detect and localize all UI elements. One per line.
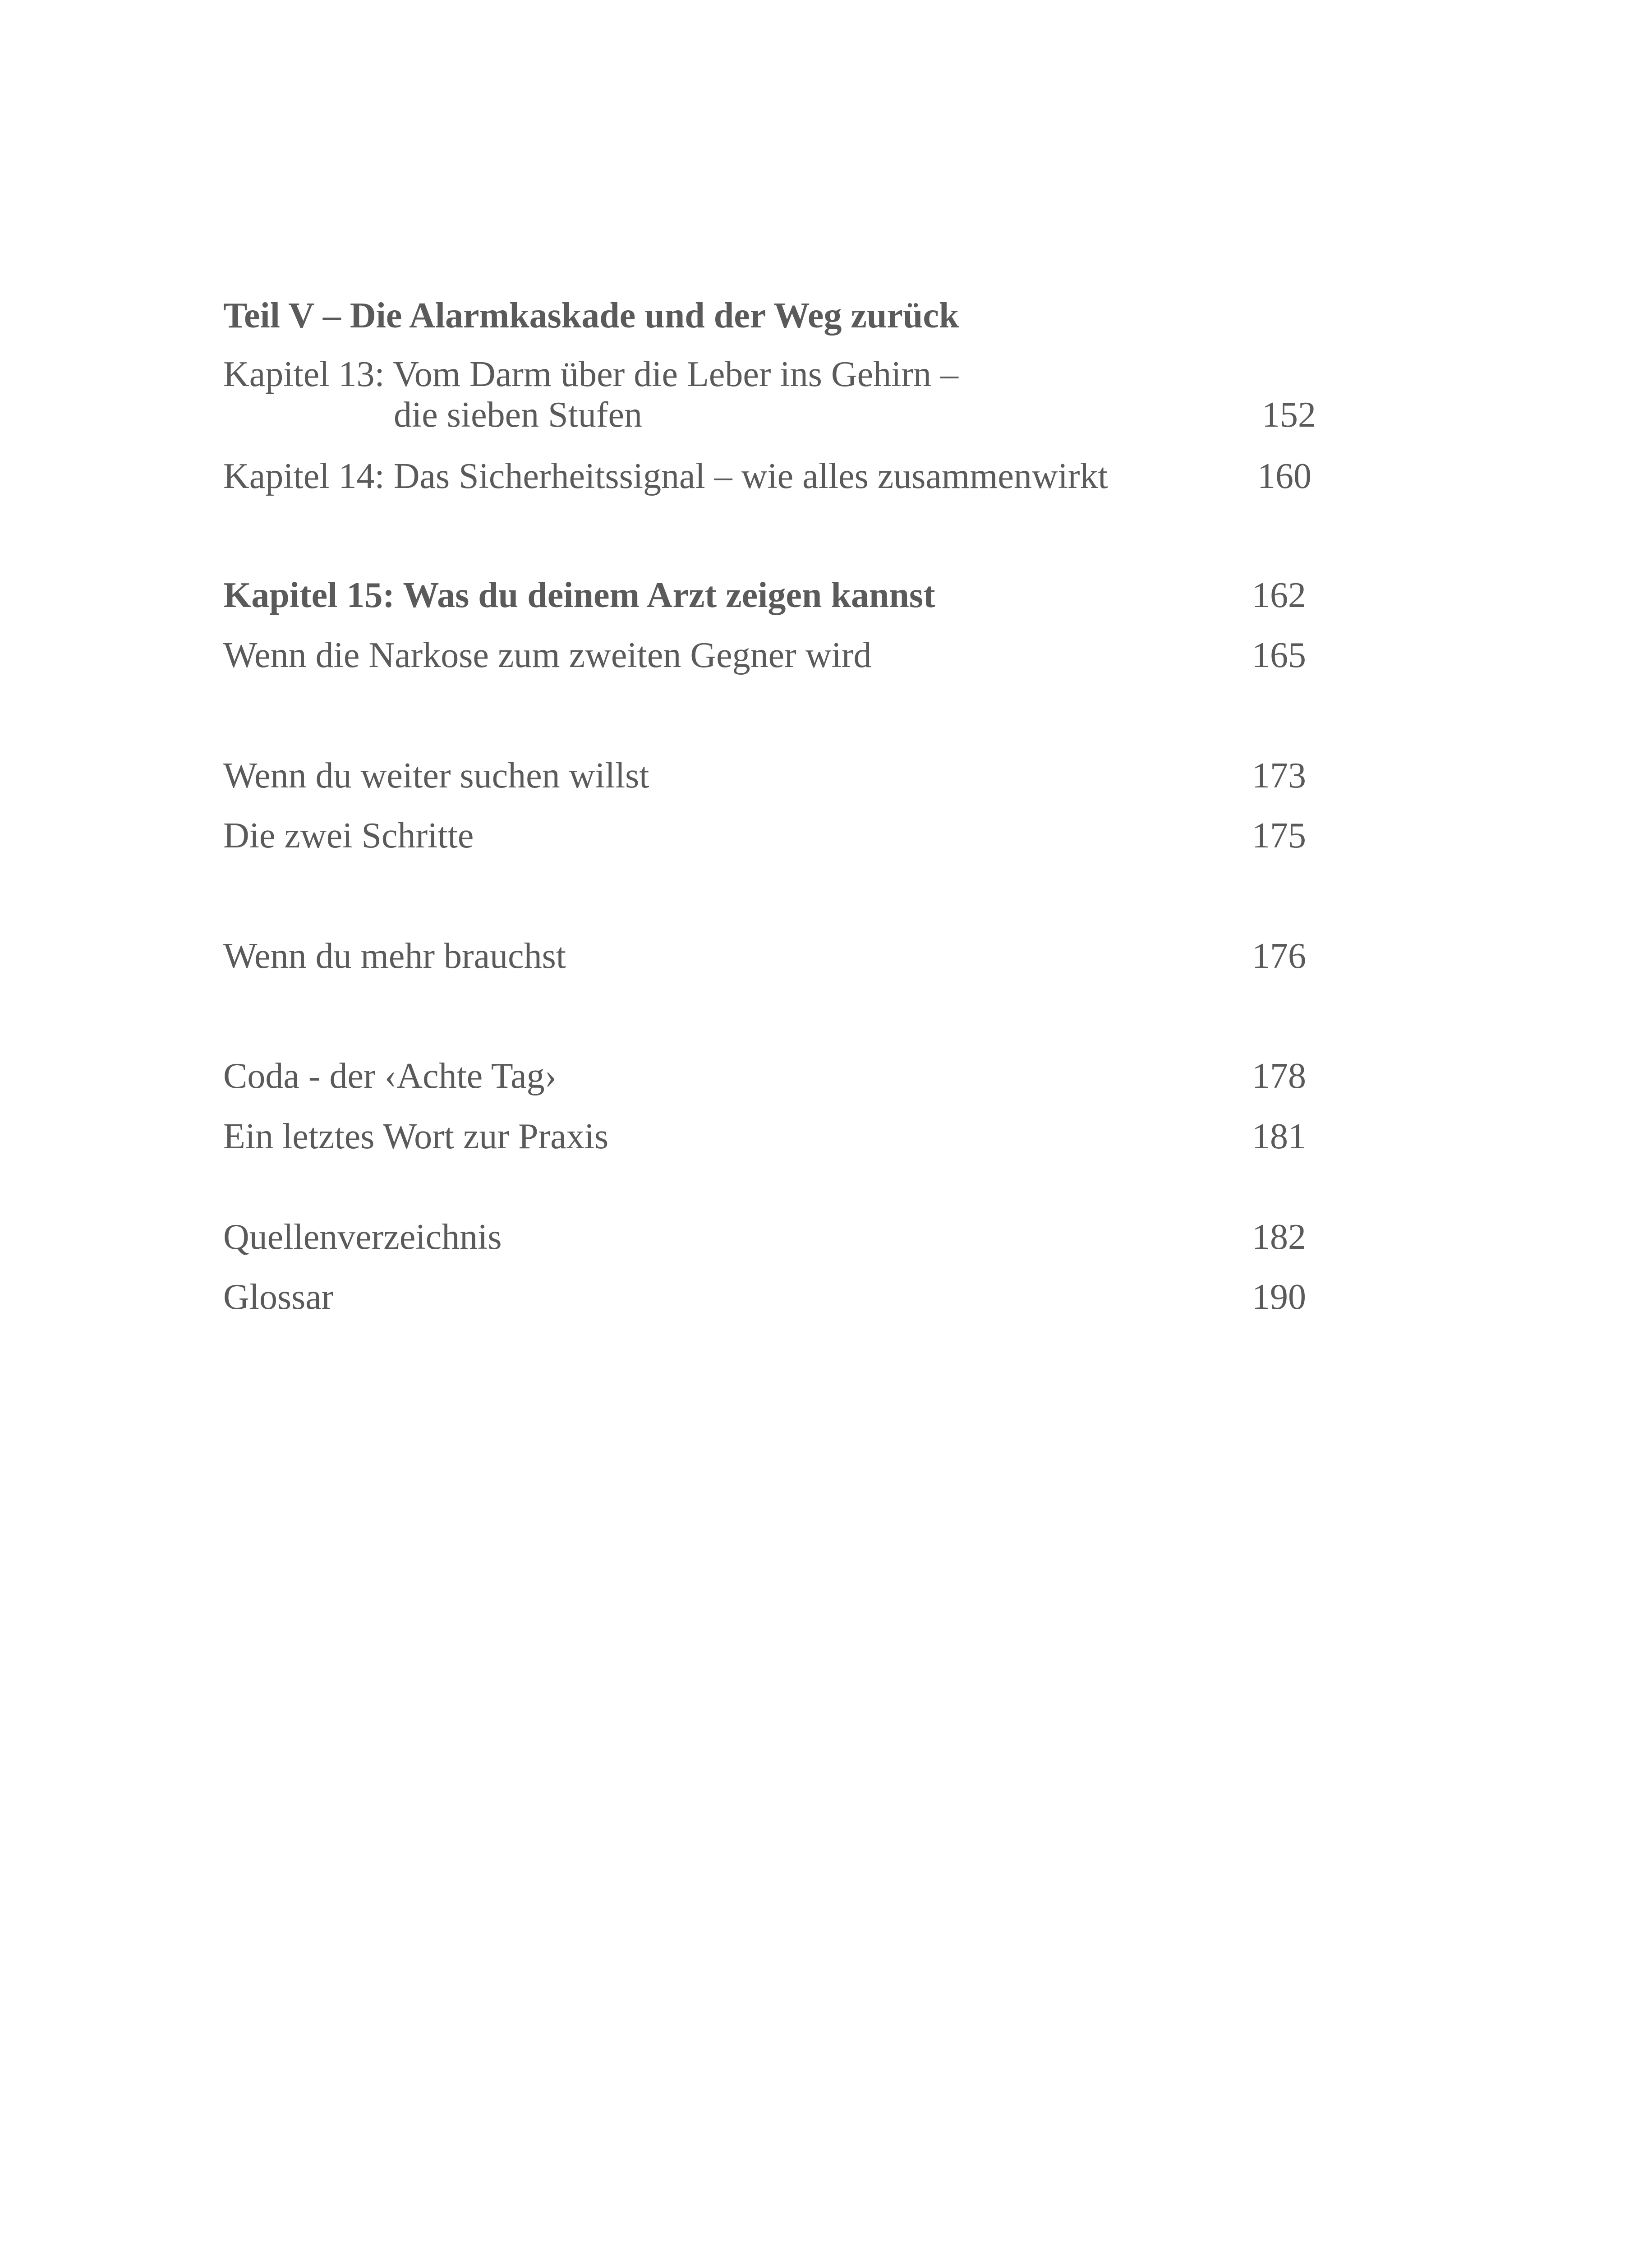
toc-entry-zwei-schritte: Die zwei Schritte xyxy=(223,816,474,856)
toc-entry-letztes-wort: Ein letztes Wort zur Praxis xyxy=(223,1117,609,1156)
toc-page-zwei-schritte: 175 xyxy=(1252,816,1306,856)
toc-entry-chapter-15: Kapitel 15: Was du deinem Arzt zeigen kannst xyxy=(223,575,935,615)
toc-entry-glossar: Glossar xyxy=(223,1277,334,1317)
toc-entry-narkose: Wenn die Narkose zum zweiten Gegner wird xyxy=(223,635,872,675)
toc-page-chapter-13: 152 xyxy=(1262,395,1316,435)
toc-entry-mehr-brauchst: Wenn du mehr brauchst xyxy=(223,936,566,976)
toc-entry-chapter-13-line-1: Kapitel 13: Vom Darm über die Leber ins Gehirn – xyxy=(223,354,958,394)
toc-page-letztes-wort: 181 xyxy=(1252,1117,1306,1156)
toc-page-chapter-14: 160 xyxy=(1257,456,1311,496)
toc-page-weiter-suchen: 173 xyxy=(1252,756,1306,796)
toc-page-coda: 178 xyxy=(1252,1056,1306,1096)
part-heading: Teil V – Die Alarmkaskade und der Weg zurück xyxy=(223,296,959,336)
toc-page-quellenverzeichnis: 182 xyxy=(1252,1217,1306,1257)
toc-entry-weiter-suchen: Wenn du weiter suchen willst xyxy=(223,756,649,796)
toc-entry-chapter-14: Kapitel 14: Das Sicherheitssignal – wie alles zusammenwirkt xyxy=(223,456,1108,496)
toc-page-glossar: 190 xyxy=(1252,1277,1306,1317)
toc-page-mehr-brauchst: 176 xyxy=(1252,936,1306,976)
toc-page-narkose: 165 xyxy=(1252,635,1306,675)
toc-entry-quellenverzeichnis: Quellenverzeichnis xyxy=(223,1217,502,1257)
toc-entry-coda: Coda - der ‹Achte Tag› xyxy=(223,1056,557,1096)
toc-page-chapter-15: 162 xyxy=(1252,575,1306,615)
toc-entry-chapter-13-line-2: die sieben Stufen xyxy=(394,395,642,435)
